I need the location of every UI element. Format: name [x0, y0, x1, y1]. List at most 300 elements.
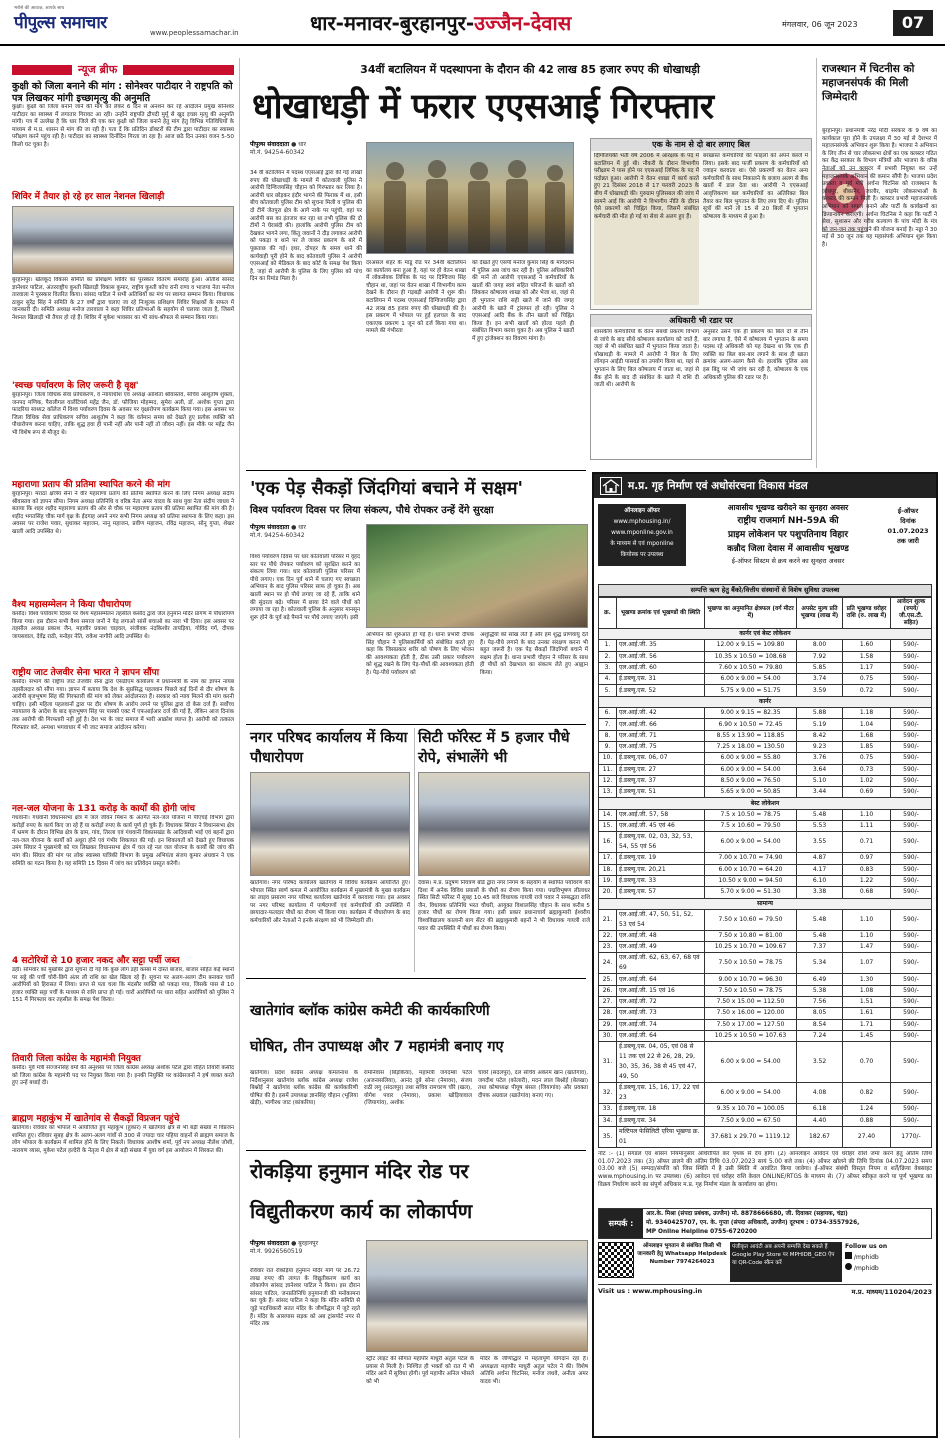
plot-cell: 1.10: [843, 809, 891, 820]
plot-cell: 10.35 x 10.50 = 108.68: [705, 651, 797, 662]
brief-item-3: [12, 381, 234, 476]
plot-cell: 590/-: [891, 1019, 932, 1030]
lead-col-3: को देखते हुए एसपी मनोज कुमार सिंह के मार्गदर्शन में पुलिस अब जांच कर रही है। पुलिस अधिकारियों की मानें तो आरोपी एएसआई ने कर्मचारियों के खातों की जगह स्वयं सहित परिजनों के खातों को लिंककर कोषालय शाखा को और भेजा था, जहां से ही भुगतान राशि सही खाते में जाने की जगह आरोपी के खाते में ट्रांसफर हो रही। पुलिस ने एएसआई आदि बैंक के तीन खातों को चिह्नित किया है। इन सभी खातों को होल्ड पहले ही संबंधित विभाग करवा चुका है। अब पुलिस ने खातों में हुए ट्रांजेक्शन का विवरण मांगा है।: [472, 260, 574, 342]
plot-cell: 590/-: [891, 1115, 932, 1126]
congress-headline-2: घोषित, तीन उपाध्यक्ष और 7 महामंत्री बनाए गए: [250, 1039, 504, 1055]
congress-col-2: रामनिवास (बिड़किया), महामंत्री जगदम्बा पटेल (अजनासलिया), आनंद दुबे सोना (नेमावर), संजय राठी लगु (संदलपुर) तथा सचिव रामचरण चौरे (खल), योगेश पवार (नेमावर), प्रकाश खोड़ियावाल (जियागांव), अशोक: [364, 1070, 472, 1107]
region-title: [310, 9, 730, 37]
plot-cell: एल.आई.जी. 42: [617, 708, 705, 719]
plot-cell: 8.42: [797, 730, 843, 741]
plot-cell: 1.10: [843, 930, 891, 941]
plot-cell: 7.00 x 10.70 = 74.90: [705, 853, 797, 864]
plot-cell: 590/-: [891, 674, 932, 685]
plot-cell: 32.: [599, 1083, 617, 1104]
tree-subhead: विश्व पर्यावरण दिवस पर लिया संकल्प, पौधे रोपकर उन्हें देंगे सुरक्षा: [250, 505, 494, 516]
arrest-photo: [366, 142, 574, 254]
nagar-headline: नगर परिषद कार्यालय में किया पौधारोपण: [250, 730, 408, 766]
social-handle[interactable]: /mphidb: [845, 1263, 932, 1274]
byline-place: धार: [298, 524, 306, 531]
plot-cell: ई.डब्ल्यू.एस. 06, 07: [617, 753, 705, 764]
brief-body: कसौद। संभाग की राष्ट्रीय जाट तेजवीर सेना द्वारा एसडीएम कार्यालय में प्रधानमंत्री के नाम का ज्ञापन नायब तहसीलदार को सौंपा गया। ज्ञापन में बताया कि देश के सुप्रसिद्ध पहलवान पिछले कई दिनों से दौर शोषण के आरोपी बृजभूषण सिंह की गिरफ्तारी की मांग को लेकर आंदोलनरत हैं। सरकार को न्याय मिलने की मांग करनी चाहिए। इसी महिला पहलवानों द्वारा पर दौर शोषण के आरोप लगने पर पुलिस द्वारा दो केस दर्ज हैं। सर्वोच्च न्यायालय के आदेश के बाद बृजभूषण सिंह पर पास्को एक्ट में एफआईआर दर्ज की गई है, लेकिन आज दिनांक तक आरोपी की गिरफ्तारी नहीं हुई है। देश भर के जाट समाज में भारी आक्रोश व्याप्त है। आरोपी को तत्काल गिरफ्तार करें, अन्यथा भगवाधार में भी जाट समाज आंदोलन करेगा।: [12, 679, 234, 731]
tree-col-1: विश्व पर्यावरण दिवस पर धार कोतवाली परिसर में वृहद स्तर पर पौधे रोपकर पर्यावरण को सुरक्षित करने का संकल्प लिया गया। धार कोतवाली पुलिस परिसर में पौधे लगाए। एक दिन पूर्व थाने में चलाए गए स्वच्छता अभियान के बाद पुलिस परिसर साफ हो चुका है। अब खाली स्थान पर हो पौधे लगाए जा रहे हैं, ताकि थाने की सुंदरता बढ़े। परिसर में छाया देने वाले पौधों को लगाया जा रहा है। कोतवाली पुलिस के अनुसार मानसून शुरू होने के पूर्व बड़े पैमाने पर पौधे लगाए जाएंगे। इसी: [250, 554, 360, 621]
plot-row: [599, 942, 932, 953]
plot-cell: 4.87: [797, 853, 843, 864]
plot-table-body: [599, 629, 932, 1148]
social-handle[interactable]: /mphidb: [845, 1252, 932, 1263]
col-header: भूखण्ड का अनुमानित क्षेत्रफल (वर्ग मीटर में): [705, 598, 797, 629]
plot-cell: 4.08: [797, 1083, 843, 1104]
city-forest-photo: [418, 772, 590, 876]
plot-cell: ई.डब्ल्यू.एस. 34: [617, 1115, 705, 1126]
online-offer-line: के माध्यम से एवं mponline: [610, 541, 674, 547]
plot-cell: 6.00 x 10.70 = 64.20: [705, 864, 797, 875]
plot-cell: ई.डब्ल्यू.एस. 19: [617, 853, 705, 864]
byline-separator: ●: [291, 141, 297, 148]
brief-headline: तिवारी जिला कांग्रेस के महामंत्री नियुक्त: [12, 1054, 141, 1064]
visit-link[interactable]: Visit us : www.mphousing.in: [598, 1286, 703, 1295]
plot-cell: 15.: [599, 821, 617, 832]
plot-cell: 10.: [599, 753, 617, 764]
plot-cell: 7.50 x 17.00 = 127.50: [705, 1019, 797, 1030]
news-brief-column: [12, 62, 234, 1434]
col-header: प्रति भूखण्ड धरोहर राशि (रु. लाख में): [843, 598, 891, 629]
plot-cell: 9.35 x 10.70 = 100.05: [705, 1104, 797, 1115]
plot-cell: 0.71: [843, 832, 891, 853]
plot-cell: 1.17: [843, 662, 891, 673]
plot-cell: ई.डब्ल्यू.एस. 57: [617, 887, 705, 898]
plot-cell: 590/-: [891, 640, 932, 651]
website-link[interactable]: www.peoplessamachar.in: [150, 29, 239, 37]
plot-row: [599, 930, 932, 941]
plot-cell: 590/-: [891, 1030, 932, 1041]
plot-cell: एल.आई.जी. 74: [617, 1019, 705, 1030]
plot-cell: 590/-: [891, 651, 932, 662]
plot-section-title: सामान्य: [599, 898, 932, 909]
plot-cell: 20.: [599, 887, 617, 898]
plot-cell: 7.5 x 10.60 = 79.50: [705, 821, 797, 832]
plot-row: [599, 864, 932, 875]
plot-table: [598, 597, 932, 1148]
plot-section-header: [599, 696, 932, 707]
plot-cell: 3.: [599, 662, 617, 673]
brief-headline: ब्राह्मण महाकुंभ में खातेगांव से सैकड़ों विप्रजन पहुंचे: [12, 1114, 180, 1124]
app-note: पंजीकृत आवंटी अब अपनी सम्पत्ति देख सकते हैं Google Play Store पर MPHIDB_GEO ऐप या QR-Code स्कैन करें: [730, 1242, 842, 1282]
contact-line: मो. 9340425707, एन. के. गुप्ता (संपदा अधिकारी, उज्जैन) दूरभाष : 0734-3557926,: [646, 1219, 860, 1226]
plot-cell: ई.डब्ल्यू.एस. 15, 16, 17, 22 एवं 23: [617, 1083, 705, 1104]
col-header: अपसेट मूल्य प्रति भूखण्ड (लाख में): [797, 598, 843, 629]
tree-headline: 'एक पेड़ सैकड़ों जिंदगियां बचाने में सक्षम': [250, 478, 523, 499]
plot-cell: 1.71: [843, 1019, 891, 1030]
intro-line-4: कन्नौद जिला देवास में आवासीय भूखण्ड: [727, 544, 849, 554]
plot-cell: 0.83: [843, 864, 891, 875]
plot-row: [599, 974, 932, 985]
plot-cell: 34.: [599, 1115, 617, 1126]
sidebar-box-2-col-1: शासकीय कर्मचारियों के वेतन संबंधी प्रकरण विभाग से जांचे के बाद सीधे कोषालय कार्यालय को जाते हैं, जहां से भी संबंधित खाते में भुगतान किया जाता है। धोखाधड़ी के मामले में आरोपी ने बिल के लिए लॉगइन आईडी पासवर्ड का उपयोग किया था, यहां से भुगतान के लिए बिल कोषालय में जाता था, जहां से बैंक होने के बाद दी संबंधित के खाते में राशि दी जाती थी। आरोपी के: [594, 329, 699, 389]
plot-cell: एल.आई.जी. 45 एवं 46: [617, 821, 705, 832]
plot-cell: 23.: [599, 942, 617, 953]
plot-section-header: [599, 798, 932, 809]
column-divider: [816, 58, 817, 468]
follow-box: [845, 1242, 932, 1282]
plot-cell: 1.04: [843, 719, 891, 730]
plot-cell: 31.: [599, 1042, 617, 1083]
plot-cell: एल.आई.जी. 48: [617, 930, 705, 941]
congress-col-3: चावरे (संदलपुर), दल सचिव अकरम खान (खातेगांव), जगदीश पटेल (कोलारी), मदन लाल बिश्नोई (बेलखा) तथा कोषाध्यक्ष पीयूष बंसल (जियागांव) और प्रवक्ता दीपक अग्रवाल (खातेगांव) बनाए गए।: [478, 1070, 588, 1099]
camp-photo: [12, 206, 234, 274]
plot-cell: 6.00 x 9.00 = 55.80: [705, 753, 797, 764]
section-rule: [246, 724, 586, 725]
plot-row: [599, 674, 932, 685]
city-forest-headline: सिटी फॉरेस्ट में 5 हजार पौधे रोपे, संभालेंगे भी: [418, 730, 570, 766]
plot-cell: 7.50 x 16.00 = 120.00: [705, 1008, 797, 1019]
plot-cell: 7.50 x 10.50 = 78.75: [705, 985, 797, 996]
contact-line: MP Online Helpline 0755-6720200: [646, 1228, 757, 1235]
plot-cell: 5.34: [797, 953, 843, 974]
plot-table-wrap: [598, 597, 932, 1148]
plot-cell: 22.: [599, 930, 617, 941]
plot-cell: 1.24: [843, 1104, 891, 1115]
hanuman-headline-1: रोकड़िया हनुमान मंदिर रोड पर: [250, 1159, 469, 1183]
plot-row: [599, 1126, 932, 1147]
brief-headline: शिविर में तैयार हो रहे हर साल नेशनल खिलाड़ी: [12, 192, 165, 202]
plot-cell: 1.58: [843, 651, 891, 662]
contact-line: आर.के. मिश्रा (संपदा प्रबंधक, उज्जैन) मो. 8878666680, जी. दिवाकर (सहायक, चंद्रा): [646, 1210, 848, 1217]
plot-cell: 7.50 x 9.00 = 67.50: [705, 1115, 797, 1126]
plot-cell: 5.48: [797, 930, 843, 941]
plot-cell: 16.: [599, 832, 617, 853]
plot-cell: ई.डब्ल्यू.एस. 02, 03, 32, 53, 54, 55 एवं 56: [617, 832, 705, 853]
plot-cell: 7.56: [797, 997, 843, 1008]
plot-cell: 13.: [599, 787, 617, 798]
officers-silhouette-icon: [367, 143, 574, 254]
plot-cell: 1.02: [843, 775, 891, 786]
plot-cell: 7.5 x 10.50 = 78.75: [705, 809, 797, 820]
plot-cell: 7.50 x 10.80 = 81.00: [705, 930, 797, 941]
plot-cell: 0.97: [843, 853, 891, 864]
ref-number: म.प्र. माध्यम/110204/2023: [851, 1287, 932, 1296]
plot-row: [599, 1115, 932, 1126]
brief-body: बुरहानपुर। खेलकूद विकास समिति का प्रशिक्षण शिविर का पुरस्कार वितरण समारोह हुआ। अतिथि सांसद ज्ञानेश्वर पाटिल, अंतरराष्ट्रीय कुश्ती खिलाड़ी विकास कुमार, राष्ट्रीय कुश्ती कोच रानी राणा व भाजपा नेता मनोज तारवाला ने पुरस्कार वितरित किया। सांसद पाटिल ने सभी अतिथियों का मंच पर स्वागत सम्मान किया। विधायक ठाकुर सुरेंद्र सिंह ने समिति के 27 वर्षों द्वारा चलाए जा रहे निःशुल्क प्रशिक्षण शिविर शिक्षकों के सफल में जानकारी दी। समिति अध्यक्ष मनोज तारवाला ने कहा शिविर प्रतिभाओं के सहयोग से चलाया जाता है, जिसमें नेशनल खिलाड़ी भी तैयार हो रहे हैं। शिविर में मुकेश भावसार का भी सांध-श्रीफल से सम्मान किया गया।: [12, 277, 234, 321]
plot-cell: 5.: [599, 685, 617, 696]
section-rule: [246, 978, 586, 979]
plot-cell: 6.00 x 9.00 = 54.00: [705, 674, 797, 685]
plot-cell: 7.50 x 15.00 = 112.50: [705, 997, 797, 1008]
section-rule: [246, 470, 586, 471]
plot-row: [599, 832, 932, 853]
plot-cell: 1.18: [843, 708, 891, 719]
eoffer-suffix: तक जारी: [897, 537, 919, 545]
plot-row: [599, 775, 932, 786]
hanuman-byline: [250, 1240, 360, 1256]
byline-mobile: मो.नं. 94254-60342: [250, 532, 305, 539]
plot-cell: 5.75 x 9.00 = 51.75: [705, 685, 797, 696]
loan-note: सम्पत्ति ऋण हेतु बैंको/वित्तीय संस्थानों से विशेष सुविधा उपलब्ध: [598, 584, 932, 597]
plot-row: [599, 730, 932, 741]
plot-cell: 1.85: [843, 741, 891, 752]
plot-cell: ई.डब्ल्यू.एस. 51: [617, 787, 705, 798]
sidebar-box-1-head: एक के नाम से दो बार लगाए बिल: [591, 139, 811, 151]
brief-body: बुरहानपुर। जिला विधिक सेवा प्राधिकरण, व न्यायाधीश एवं अध्यक्ष आशिता श्रीवास्तव, सचिव आशुतोष शुक्ला, जनपद मणिक, पैरालीगल वालेंटियर्स महेंद्र जैन, डॉ. फौजिया मोहम्मद, सुमेरा अली, डॉ. अशोक गुप्ता द्वारा फादरिया साथ्य2 कॉलेज में विश्व पर्यावरण दिवस के अवसर पर वृक्षारोपण कार्यक्रम किया गया। इस अवसर पर जिला विधिक सेवा प्राधिकरण सचिव आशुतोष ने कहा कि वर्तमान समय को देखते हुए प्रत्येक व्यक्ति को पौधारोपण करना चाहिए, ताकि शुद्ध हवा ही पानी नहीं और पानी नहीं तो जीवन नहीं। इस मौके पर महेंद्र जैन भी विशेष रूप से मौजूद थे।: [12, 392, 234, 436]
tender-ad: [592, 472, 938, 1438]
hanuman-col-2: स्ट्रीट लाइट की सौगात महापौर माधुरी अतुल पटेल के प्रयास से मिली है। निश्चित ही भक्तों को रात में भी मंदिर आने में सुविधा होगी। पूर्व महापौर अनिल भोसले को भी: [366, 1356, 474, 1385]
brief-headline: नल-जल योजना के 131 करोड़ के कार्यों की होगी जांच: [12, 804, 195, 814]
tender-notes: नोट :- (1) म़गडल एवं शासन नियमानुसार अधिरोपित कर पृथक से देय होंगे। (2) ऑनलाइन आवेदन एवं धरोहर राशि जमा करने हेतु अंतिम तिथि 01.07.2023 तक। (3) ऑफर डालने की अंतिम तिथि 03.07.2023 सायं 5.00 बजे तक। (4) ऑफर खोलने की तिथि दिनांक 04.07.2023 समय 03.00 बजे (5) सम्पदा/संपत्ति को जिस स्थिति में है उसी स्थिति में आवंटित किया जावेगा। ई-ऑफर संबंधी विस्तृत नियम व शर्तें/क्रिया वेबसाइट www.mphousing.in पर उपलब्ध। (6) आवेदन एवं धरोहर राशि केवल ONLINE/RTGS के माध्यम से। (7) ऑफर स्वीकृत करने या पूर्ण भूखण्ड का विक्रय निर्धारण करने का संपूर्ण अधिकार म.प्र. गृह निर्माण मंडल के कार्यालय का होगा।: [598, 1150, 932, 1188]
plot-cell: 10.25 x 10.50 = 107.63: [705, 1030, 797, 1041]
plot-row: [599, 719, 932, 730]
plot-cell: 3.38: [797, 887, 843, 898]
plot-row: [599, 753, 932, 764]
plot-cell: ई.डब्ल्यू.एस. 37: [617, 775, 705, 786]
plot-cell: 17.: [599, 853, 617, 864]
plot-cell: 1.60: [843, 640, 891, 651]
nagar-photo: [250, 772, 410, 876]
brief-headline: वैश्य महासम्मेलन ने किया पौधारोपण: [12, 600, 132, 610]
plot-cell: 5.88: [797, 708, 843, 719]
plot-cell: 3.59: [797, 685, 843, 696]
brief-body: डही। सोमवार को मुखबिर द्वारा सूचना दी गई कि कुछ लोग डही कस्बा में दोस्त बाजार, बाजार सहित कई स्थानों पर सट्टे की पर्ची चोरी-छिपे अंतर लौ राशि का खेल खिला रहे हैं। सूचना पर अलग-अलग टीम बनाकर चारों आरोपियों को हिरासत में लिया। प्राप्त से पता चला कि मंदसौर व्यक्ति को पकड़ा गया, जिसके पास से 10 हजार व्यक्ति सट्टा पर्ची के माध्यम से राशि प्राप्त हो गई। चारों आरोपियों पर धारा सहित आरोपियों को पुलिस ने 151 में गिरफ्तार कर तहसील के समक्ष पेश किया।: [12, 967, 234, 1004]
sidebar-box-2: [590, 314, 812, 460]
plot-cell: 5.38: [797, 985, 843, 996]
rajasthan-body: बुरहानपुर। प्रधानमंत्री नरेंद्र मोदी सरकार के 9 वर्ष का कार्यकाल पूरा होने के उपलक्ष्य में 30 मई से देशभर में महाजनसंपर्क अभियान शुरू किया है। भाजपा ने अभियान के लिए तीन से चार लोकसभा क्षेत्रों का एक क्लस्टर गठित कर केंद्र सरकार के विभाग मंत्रियों और भाजपा के वरिष्ठ नेताओं को उन क्लस्टर में प्रभारी नियुक्त कर उन्हें महाजनसंपर्क अभियान की कमान सौंपी है। भाजपा प्रदेश प्रवक्ता व पूर्व मंत्री अर्चना चिटनिस को राजस्थान के जोधपुर, बीकानेर, जालौर, बाड़मेर लोकसभाओं के क्लस्टर की कमान मिली है। क्लस्टर प्रभारी महाजनसंपर्क अभियान को सफल बनाने और पार्टी के कार्यक्रमों का क्रियान्वयन कराएंगी। अर्चना चिटनिस ने कहा कि पार्टी ने सेवा, सुशासन और गरीब कल्याण के पांच मोदी के मंत्र को जन-जन तक पहुंचाने की योजना बनाई है। नड्डा ने 30 मई से 30 जून तक यह महासंपर्क अभियान शुरू किया है।: [822, 128, 937, 248]
plot-cell: 28.: [599, 1008, 617, 1019]
housing-board-logo-icon: [600, 477, 622, 495]
plot-cell: 590/-: [891, 730, 932, 741]
plot-cell: 6.00 x 9.00 = 54.00: [705, 764, 797, 775]
plot-cell: 0.75: [843, 674, 891, 685]
plot-row: [599, 1019, 932, 1030]
plot-cell: एल.आई.जी. 57, 58: [617, 809, 705, 820]
facebook-icon: [845, 1252, 852, 1259]
plot-cell: ई.डब्ल्यू.एस. 31: [617, 674, 705, 685]
plot-cell: 8.: [599, 730, 617, 741]
plot-row: [599, 708, 932, 719]
twitter-icon: [845, 1263, 852, 1270]
brief-item-6: [12, 668, 234, 801]
plot-cell: 8.05: [797, 1008, 843, 1019]
plot-cell: 182.67: [797, 1126, 843, 1147]
plot-cell: एल.आई.जी. 73: [617, 1008, 705, 1019]
brief-item-5: [12, 600, 234, 665]
plot-cell: 4.40: [797, 1115, 843, 1126]
lead-col-1: 34 वीं बटालियन में पदस्थ एएसआई द्वारा की गई लाखों रुपए की धोखाधड़ी के मामले में कोतवाली पुलिस ने आरोपी दिग्विजयसिंह चौहान को गिरफ्तार कर लिया है। आरोपी धार छोड़कर इंदौर भागने की फिराक में था, इसी बीच कोतवाली पुलिस टीम को सूचना मिली व पुलिस की दो टीमें जेतपुरा क्षेत्र के आगे नाके पर पहुंची, वहां पर आरोपी बस का इंतजार कर रहा था तभी पुलिस की दो टीमों ने घेराबंदी की। हालांकि आरोपी पुलिस टीम को देखकर भागने लगा, किंतु जवानों ने दौड़ लगाकर आरोपी को पकड़ा व थाने पर ले जाकर प्रकरण के बारे में पूछताछ की गई। इधर, दोपहर के समय थाने की कार्यवाही पूरी होने के बाद कोतवाली पुलिस ने आरोपी एएसआई को मेडिकल के बाद कोर्ट के समक्ष पेश किया है, जहां से आरोपी के पुलिस के लिए पुलिस को पांच दिन का रिमांड मिला है।: [250, 170, 362, 283]
brief-body: खातेगांव। रविवार को भोपाल में आयोजित हुए महाकुंभ (हुंकार) में खातेगांव क्षेत्र से भी बड़ी संख्या में विप्रजन शामिल हुए। रविवार सुबह क्षेत्र के अलग-अलग गांवों से 300 से ज्यादा चार पहिया वाहनों से ब्राह्मण समाज के लोग भोपाल के कार्यक्रम में शामिल होने के लिए निकले। विधायक आशीष शर्मा, पूर्व नप अध्यक्ष नीलेश जोशी, नारायण व्यास, मुकेश पटेल हल्देरी के नेतृत्व में क्षेत्र से बड़ी संख्या में युवा वर्ग इस आयोजन में शिरकत की।: [12, 1125, 234, 1154]
plot-cell: 25.: [599, 974, 617, 985]
plot-cell: 590/-: [891, 909, 932, 930]
news-brief-bar-right: [123, 65, 234, 75]
plot-cell: 1.: [599, 640, 617, 651]
byline-place: धार: [298, 141, 306, 148]
plot-cell: 8.00: [797, 640, 843, 651]
brief-item-2: [12, 192, 234, 377]
plot-section-title: कार्नर: [599, 696, 932, 707]
hanuman-col-1: रविवार रात रोकड़िया हनुमान मंदिर मार्ग पर 26.72 लाख रुपए की लागत के विद्युतीकरण कार्य का लोकार्पण सांसद ज्ञानेश्वर पाटिल ने किया। इस दौरान सांसद पाटिल, जनप्रतिनिधि हनुमानजी की मनोकामना कर चुके हैं। सांसद पाटिल ने कहा कि मंदिर समिति से जुड़े पदाधिकारी सतत मंदिर के जीर्णोद्धार में जुटे रहते हैं। मंदिर के आसपास सड़क को अब ट्रांसपोर्ट नगर से मंदिर तक: [250, 1268, 360, 1328]
brief-item-1: [12, 81, 234, 188]
eoffer-box: [884, 506, 932, 546]
contact-row: [598, 1208, 932, 1239]
rajasthan-headline: राजस्थान में चिटनीस को महाजनसंपर्क की मिली जिम्मेदारी: [822, 63, 915, 103]
plot-cell: 14.: [599, 809, 617, 820]
plot-cell: 590/-: [891, 1104, 932, 1115]
plot-row: [599, 741, 932, 752]
tender-intro: [594, 498, 936, 584]
tender-header-title: म.प्र. गृह निर्माण एवं अधोसंरचना विकास मंडल: [628, 480, 808, 492]
plot-cell: 590/-: [891, 685, 932, 696]
plot-cell: 590/-: [891, 864, 932, 875]
plot-cell: 3.76: [797, 753, 843, 764]
plot-cell: 37.681 x 29.70 = 1119.12: [705, 1126, 797, 1147]
online-offer-line: ऑनलाइन ऑफर: [624, 508, 660, 514]
news-brief-label: [12, 62, 234, 77]
plot-cell: 9.23: [797, 741, 843, 752]
plot-cell: 7.50 x 10.50 = 78.75: [705, 953, 797, 974]
plot-cell: 590/-: [891, 832, 932, 853]
plot-cell: 7.60 x 10.50 = 79.80: [705, 662, 797, 673]
plot-cell: 590/-: [891, 1083, 932, 1104]
plot-cell: ई.डब्ल्यू.एस. 04, 05, एवं 08 से 11 तक एवं 22 से 26, 28, 29, 30, 35, 36, 38 से 45 एवं 47, 49, 50: [617, 1042, 705, 1083]
whatsapp-note: ऑनलाइन भुगतान से संबंधित किसी भी जानकारी हेतु Whatsapp Helpdesk Number 7974264023: [637, 1242, 727, 1265]
plot-cell: 4.17: [797, 864, 843, 875]
plot-cell: 590/-: [891, 997, 932, 1008]
plot-cell: एल.आई.जी. 66: [617, 719, 705, 730]
byline-org: पीपुल्स संवाददाता: [250, 141, 290, 148]
plot-row: [599, 787, 932, 798]
plot-cell: 7.24: [797, 1030, 843, 1041]
byline-mobile: मो.नं. 94254-60342: [250, 149, 305, 156]
intro-text: [690, 502, 886, 567]
byline-separator: ●: [291, 1240, 297, 1247]
sidebar-box-1: [590, 138, 812, 310]
plot-cell: 8.50 x 9.00 = 76.50: [705, 775, 797, 786]
plot-cell: 590/-: [891, 662, 932, 673]
plot-cell: एल.आई.जी. 47, 50, 51, 52, 53 एवं 54: [617, 909, 705, 930]
plot-section-header: [599, 629, 932, 640]
news-brief-title: न्यूज ब्रीफ: [78, 63, 118, 76]
tree-col-3: अशुद्धियों को सोख लेते हैं और हमें शुद्ध प्राणवायु देते हैं। पेड़-पौधे लगाने के बाद उनका संरक्षण करना भी बहुत जरूरी है। एक पेड़ सैकड़ों जिंदगियों बचाने में सक्षम होता है। धाना प्रभारी चौहान ने परिसर के साथ ही पौधों को देखभाल का संकल्प लेते हुए आह्वान किया।: [480, 632, 588, 676]
plot-row: [599, 997, 932, 1008]
plot-cell: एल.आई.जी. 72: [617, 997, 705, 1008]
plot-cell: 590/-: [891, 787, 932, 798]
plot-cell: 27.40: [843, 1126, 891, 1147]
plot-row: [599, 909, 932, 930]
plot-cell: 9.00 x 9.15 = 82.35: [705, 708, 797, 719]
plot-cell: 9.: [599, 741, 617, 752]
online-offer-line[interactable]: www.mponline.gov.in: [611, 530, 673, 536]
plot-cell: 3.55: [797, 832, 843, 853]
plot-cell: 10.25 x 10.70 = 109.67: [705, 942, 797, 953]
plot-row: [599, 1042, 932, 1083]
plot-row: [599, 1104, 932, 1115]
plot-cell: एल.आई.जी. 15 एवं 16: [617, 985, 705, 996]
plot-cell: एल.आई.जी. 49: [617, 942, 705, 953]
plot-row: [599, 985, 932, 996]
plot-cell: 590/-: [891, 974, 932, 985]
plot-cell: 12.00 x 9.15 = 109.80: [705, 640, 797, 651]
brief-headline: कुक्षी को जिला बनाने की मांग : सोनेश्वर पाटीदार ने राष्ट्रपति को पत्र लिखकर मांगी इच्छामृत्यु की अनुमति: [12, 81, 233, 104]
plot-cell: 30.: [599, 1030, 617, 1041]
plot-cell: मल्टिपल फेसिलिटी एरिया भूखण्ड क्र. 01: [617, 1126, 705, 1147]
plot-cell: ई.डब्ल्यू.एस. 27: [617, 764, 705, 775]
plot-cell: 590/-: [891, 775, 932, 786]
plot-row: [599, 821, 932, 832]
plot-cell: ई.डब्ल्यू.एस. 33: [617, 875, 705, 886]
plot-cell: 590/-: [891, 953, 932, 974]
brief-item-9: [12, 1054, 234, 1111]
intro-line-5: ई-ऑफर सिस्टम से क्रय करने का सुनहरा अवसर: [731, 557, 845, 565]
plot-cell: 3.74: [797, 674, 843, 685]
plot-cell: 11.: [599, 764, 617, 775]
sidebar-box-1-col-2: बरखास्त कर्मचारियों की फाइलों को अपने कब्जे में लिया। इसके बाद फर्जी प्रकरण के कर्मचारियों को ज्वाइन करवाता था। ऐसे प्रकरणों का वेतन अन्य कर्मचारियों के साथ निकालने के बजाय अलग से बैंक खातों में डाल देता था। आरोपी ने एएसआई आवृत्तिकरण बल कर्मचारियों का अतिरिक्त बिल तैयार कर बिल भुगतान के लिए लगा दिए थे। पुलिस सूत्रों की मानें तो 15 से 20 बिलों में भुगतान कोषालय के माध्यम से हुआ है।: [703, 153, 808, 220]
col-header: क्र.: [599, 598, 617, 629]
region-title-accent: उज्जैन-देवास: [474, 11, 572, 35]
online-offer-line[interactable]: www.mphousing.in/: [613, 519, 671, 525]
plot-cell: 0.68: [843, 887, 891, 898]
plot-cell: 7.92: [797, 651, 843, 662]
plot-section-title: बेस्ट लोकेशन: [599, 798, 932, 809]
brief-headline: राष्ट्रीय जाट तेजवीर सेना भारत ने ज्ञापन सौंपा: [12, 668, 160, 678]
region-title-main: धार-मनावर-बुरहानपुर-: [310, 11, 475, 35]
plot-cell: एल.आई.जी. 60: [617, 662, 705, 673]
plot-cell: 590/-: [891, 930, 932, 941]
plot-cell: 590/-: [891, 809, 932, 820]
plot-row: [599, 853, 932, 864]
plot-row: [599, 887, 932, 898]
plot-cell: 3.52: [797, 1042, 843, 1083]
plot-cell: ई.डब्ल्यू.एस. 18: [617, 1104, 705, 1115]
byline-org: पीपुल्स संवाददाता: [250, 524, 290, 531]
plot-cell: 1.10: [843, 909, 891, 930]
sidebar-box-2-col-2: अनुसार उसने एक ही प्रकरण का बिल दो से तीन बार लगाया है, ऐसे में कोषालय में भुगतान के समय पदस्थ रहे अधिकारी को यह देखना था कि एक ही व्यक्ति का बिल बार-बार लगाने के साथ ही खाता क्रमांक अलग-अलग कैसे थे। हालांकि पुलिस अब इस बिंदु पर भी जांच कर रही है, कोषालय के एक अधिकारी पुलिस की रडार पर हैं।: [703, 329, 808, 381]
byline-org: पीपुल्स संवाददाता: [250, 1240, 290, 1247]
plot-cell: 6.90 x 10.50 = 72.45: [705, 719, 797, 730]
plot-table-header: [599, 598, 932, 629]
plot-cell: 1.51: [843, 997, 891, 1008]
plot-cell: 6.00 x 9.00 = 54.00: [705, 1042, 797, 1083]
plot-cell: 9.00 x 10.70 = 96.30: [705, 974, 797, 985]
section-rule: [246, 1150, 586, 1151]
plot-cell: 590/-: [891, 764, 932, 775]
plot-cell: 590/-: [891, 887, 932, 898]
plot-cell: 21.: [599, 909, 617, 930]
brief-body: बुरहानपुर। मराठा क्षत्रिय सेना ने वीर महाराणा प्रताप की प्रतिमा स्थापित करने के लिए निगम अध्यक्ष संदीप श्रीवास्तव को ज्ञापन सौंपा। निगम अध्यक्ष प्रतिनिधि व वरिष्ठ नेता अमर यादव के साथ युवा नेता संदीप जाधव ने बताया कि शहर शहीद महाराणा प्रताप की ओर से चौक पर महाराणा प्रताप की प्रतिमा स्थापित की मांग की है। शहीद भगतसिंह चौक मार्ग वृक्ष के ईदगाह अपने नगर सभी निगम अध्यक्ष को प्रतिमा स्थापना के लिए कहा। इस अवसर पर राजेश पवार, सुधाकर महाजन, नानू महाजन, प्रवीण महाजन, रविंद्र महाजन, सोनू गुप्ता, शेखर खाली आदि उपस्थित थे।: [12, 491, 234, 535]
plot-row: [599, 640, 932, 651]
brief-item-4: [12, 480, 234, 597]
plot-cell: 5.53: [797, 821, 843, 832]
brief-headline: महाराणा प्रताप की प्रतिमा स्थापित करने की मांग: [12, 480, 171, 490]
plot-cell: 590/-: [891, 1042, 932, 1083]
plot-cell: 19.: [599, 875, 617, 886]
brief-item-10: [12, 1114, 234, 1203]
plot-row: [599, 1083, 932, 1104]
plot-cell: 590/-: [891, 753, 932, 764]
plot-cell: एल.आई.जी. 64: [617, 1030, 705, 1041]
plot-cell: 26.: [599, 985, 617, 996]
plot-cell: एल.आई.जी. 75: [617, 741, 705, 752]
plot-cell: 8.54: [797, 1019, 843, 1030]
plantation-photo: [366, 524, 588, 628]
plot-cell: 0.73: [843, 764, 891, 775]
plot-cell: 1.22: [843, 875, 891, 886]
logo-text: पीपुल्स समाचार: [14, 13, 107, 33]
plot-cell: 590/-: [891, 821, 932, 832]
plot-row: [599, 685, 932, 696]
plot-cell: 5.48: [797, 809, 843, 820]
plot-cell: 5.65 x 9.00 = 50.85: [705, 787, 797, 798]
online-offer-line: कियोस्क पर उपलब्ध: [620, 552, 664, 558]
plot-cell: 0.82: [843, 1083, 891, 1104]
plot-cell: 4.: [599, 674, 617, 685]
eoffer-label: ई-ऑफर: [897, 507, 919, 515]
plot-cell: 10.50 x 9.00 = 94.50: [705, 875, 797, 886]
